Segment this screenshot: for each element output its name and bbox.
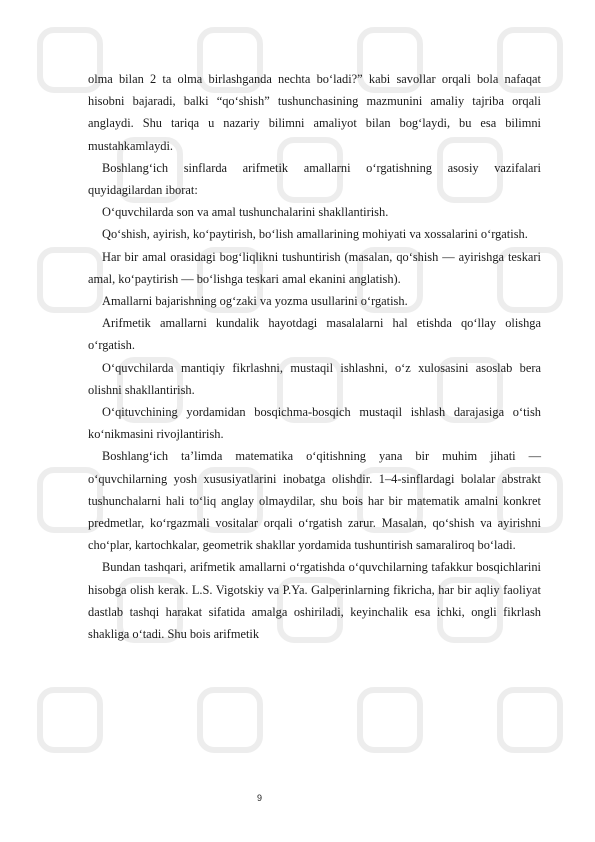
list-item-3: Har bir amal orasidagi bog‘liqlikni tushuntirish (masalan, qo‘shish — ayirishga teskari amal, ko‘paytirish — bo‘lishga teskari amal ekanini anglatish). (88, 249, 541, 286)
list-item-1: O‘quvchilarda son va amal tushunchalarini shakllantirish. (102, 205, 389, 220)
paragraph-4: Bundan tashqari, arifmetik amallarni o‘rgatishda o‘quvchilarning tafakkur bosqichlarini hisobga olish kerak. L.S. Vigotskiy va P.Ya. Galperinlarning fikricha, har bir aqliy faoliyat dastlab tashqi harakat sifatida amalga oshiriladi, keyinchalik esa ichki, ongli fikrlash shakliga o‘tadi. Shu bois arifmetik (88, 560, 541, 642)
list-item-7: O‘qituvchining yordamidan bosqichma-bosqich mustaqil ishlash darajasiga o‘tish ko‘nikmasini rivojlantirish. (88, 405, 541, 442)
paragraph-2: Boshlang‘ich sinflarda arifmetik amallarni o‘rgatishning asosiy vazifalari quyidagilardan iborat: (88, 160, 541, 198)
paragraph-1: olma bilan 2 ta olma birlashganda nechta bo‘ladi?” kabi savollar orqali bola nafaqat hisobni bajaradi, balki “qo‘shish” tushunchasining mazmunini amaliy tajriba orqali anglaydi. Shu tariqa u nazariy bilimni amaliyot bilan bog‘laydi, bu esa bilimni mustahkamlaydi. (88, 72, 541, 153)
page-number: 9 (257, 793, 263, 803)
paragraph-3: Boshlang‘ich ta’limda matematika o‘qitishning yana bir muhim jihati — o‘quvchilarning yosh xususiyatlarini inobatga olishdir. 1–4-sinflardagi bolalar abstrakt tushunchalarni hali to‘liq anglay olmaydilar, shu bois har bir matematik amalni konkret predmetlar, ko‘rgazmali vositalar orqali o‘rgatish zarur. Masalan, qo‘shish va ayirishni cho‘plar, kartochkalar, geometrik shakllar yordamida tushuntirish samaraliroq bo‘ladi. (88, 449, 541, 553)
list-item-2: Qo‘shish, ayirish, ko‘paytirish, bo‘lish amallarining mohiyati va xossalarini o‘rgatish. (102, 227, 528, 242)
list-item-5: Arifmetik amallarni kundalik hayotdagi masalalarni hal etishda qo‘llay olishga o‘rgatish. (88, 316, 541, 353)
document-body (88, 68, 541, 645)
list-item-6: O‘quvchilarda mantiqiy fikrlashni, mustaqil ishlashni, o‘z xulosasini asoslab bera olishni shakllantirish. (88, 360, 541, 397)
list-item-4: Amallarni bajarishning og‘zaki va yozma usullarini o‘rgatish. (102, 294, 408, 309)
